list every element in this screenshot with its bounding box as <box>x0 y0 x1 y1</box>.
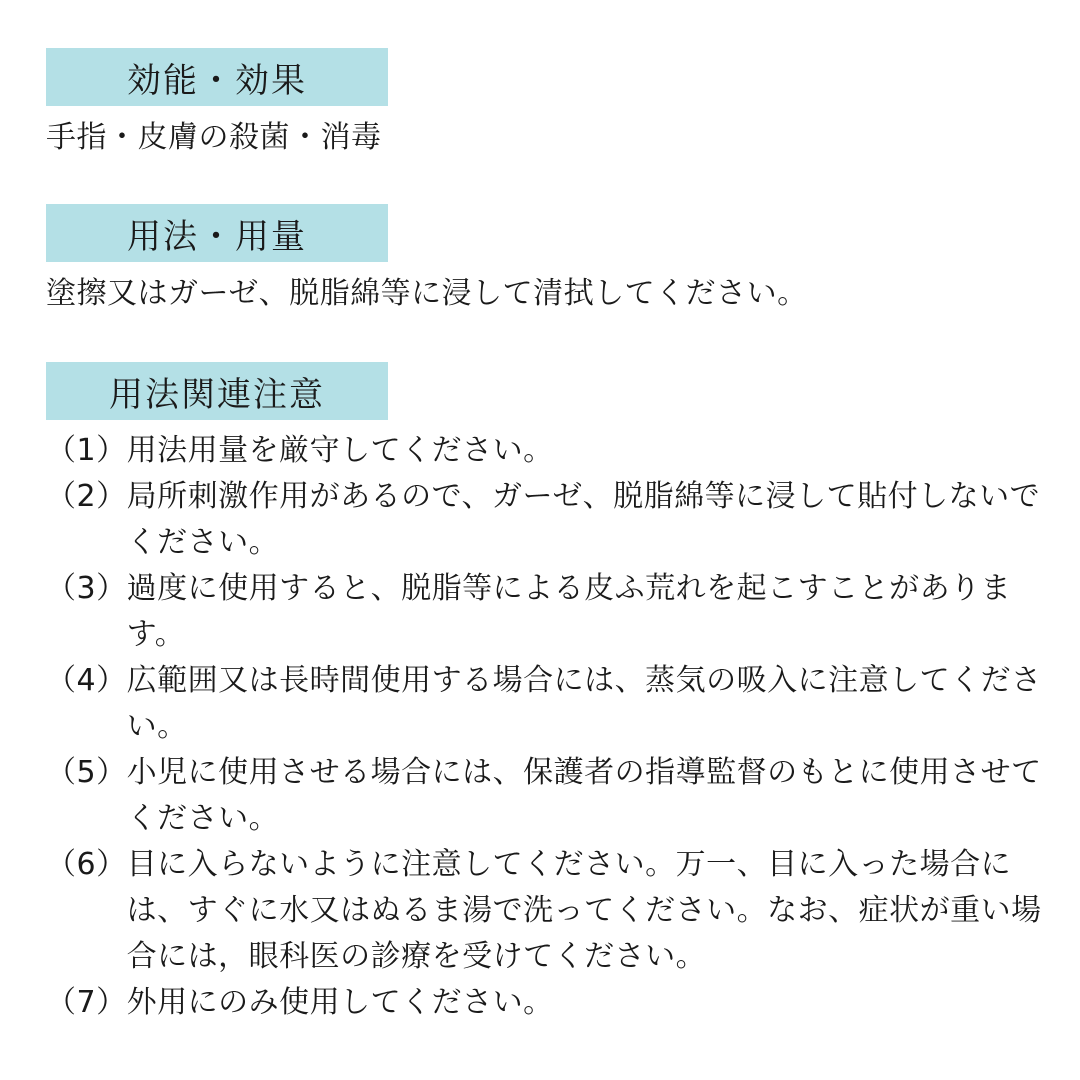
precaution-item-7 <box>46 980 1046 1026</box>
efficacy-text: 手指・皮膚の殺菌・消毒 <box>46 120 382 155</box>
precaution-text: 小児に使用させる場合には、保護者の指導監督のもとに使用させてください。 <box>126 755 1042 836</box>
precaution-item-1 <box>46 428 1046 474</box>
precaution-text: 過度に使用すると、脱脂等による皮ふ荒れを起こすことがあります。 <box>126 571 1012 652</box>
precaution-text: 外用にのみ使用してください。 <box>126 985 554 1020</box>
precaution-item-2 <box>46 474 1046 566</box>
precautions-list <box>46 428 1046 1026</box>
precautions-heading: 用法関連注意 <box>46 362 388 420</box>
dosage-text: 塗擦又はガーゼ、脱脂綿等に浸して清拭してください。 <box>46 276 808 311</box>
precaution-item-6 <box>46 842 1046 980</box>
precaution-text: 目に入らないように注意してください。万一、目に入った場合には、すぐに水又はぬるま湯で洗ってください。なお、症状が重い場合には，眼科医の診療を受けてください。 <box>126 847 1042 974</box>
dosage-heading: 用法・用量 <box>46 204 388 262</box>
precaution-number: （5） <box>46 755 127 790</box>
precaution-text: 局所刺激作用があるので、ガーゼ、脱脂綿等に浸して貼付しないでください。 <box>126 479 1041 560</box>
precaution-item-3 <box>46 566 1046 658</box>
precaution-number: （6） <box>46 847 127 882</box>
precaution-number: （2） <box>46 479 127 514</box>
precaution-number: （4） <box>46 663 127 698</box>
precaution-text: 用法用量を厳守してください。 <box>126 433 554 468</box>
precaution-item-4 <box>46 658 1046 750</box>
efficacy-heading: 効能・効果 <box>46 48 388 106</box>
precaution-number: （7） <box>46 985 127 1020</box>
precaution-number: （3） <box>46 571 127 606</box>
precaution-number: （1） <box>46 433 127 468</box>
precaution-text: 広範囲又は長時間使用する場合には、蒸気の吸入に注意してください。 <box>126 663 1042 744</box>
precaution-item-5 <box>46 750 1046 842</box>
